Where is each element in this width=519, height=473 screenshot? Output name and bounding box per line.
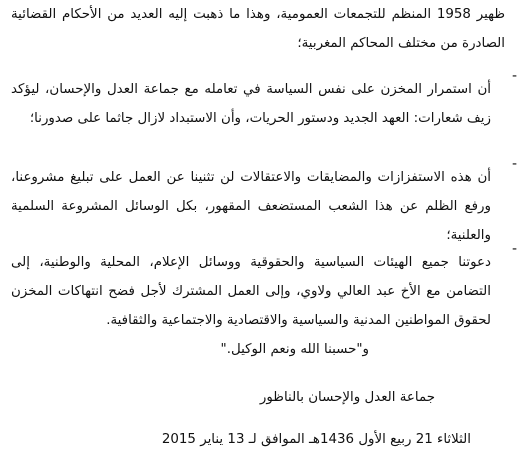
bullet-text: أن هذه الاستفزازات والمضايقات والاعتقالات لن تثنينا عن العمل على تبليغ مشروعنا، ورفع الظلم عن هذا الشعب المستضعف المقهور، بكل الوسائل المشروعة السلمية والعلنية؛ [11,170,491,244]
date-line: الثلاثاء 21 ربيع الأول 1436هـ الموافق لـ 13 يناير 2015 [161,432,471,447]
closing-line: و"حسبنا الله ونعم الوكيل." [220,342,369,357]
bullet-marker: - [511,156,517,172]
bullet-marker: - [511,241,517,257]
bullet-marker: - [511,68,517,84]
lead-paragraph: ظهير 1958 المنظم للتجمعات العمومية، وهذا ما ذهبت إليه العديد من الأحكام القضائية الصادرة من مختلف المحاكم المغربية؛ [11,7,506,51]
bullet-text: أن استمرار المخزن على نفس السياسة في تعامله مع جماعة العدل والإحسان، ليؤكد زيف شعارات: العهد الجديد ودستور الحريات، وأن الاستبداد لازال جاثما على صدورنا؛ [11,82,491,127]
bullet-text: دعوتنا جميع الهيئات السياسية والحقوقية ووسائل الإعلام، المحلية والوطنية، إلى التضامن مع الأخ عبد العالي ولاوي، وإلى العمل المشترك لأجل فضح انتهاكات المخزن لحقوق المواطنين المدنية والسياسية والاقتصادية والاجتماعية والثقافية. [11,255,491,329]
signature-line: جماعة العدل والإحسان بالناظور [259,390,435,405]
